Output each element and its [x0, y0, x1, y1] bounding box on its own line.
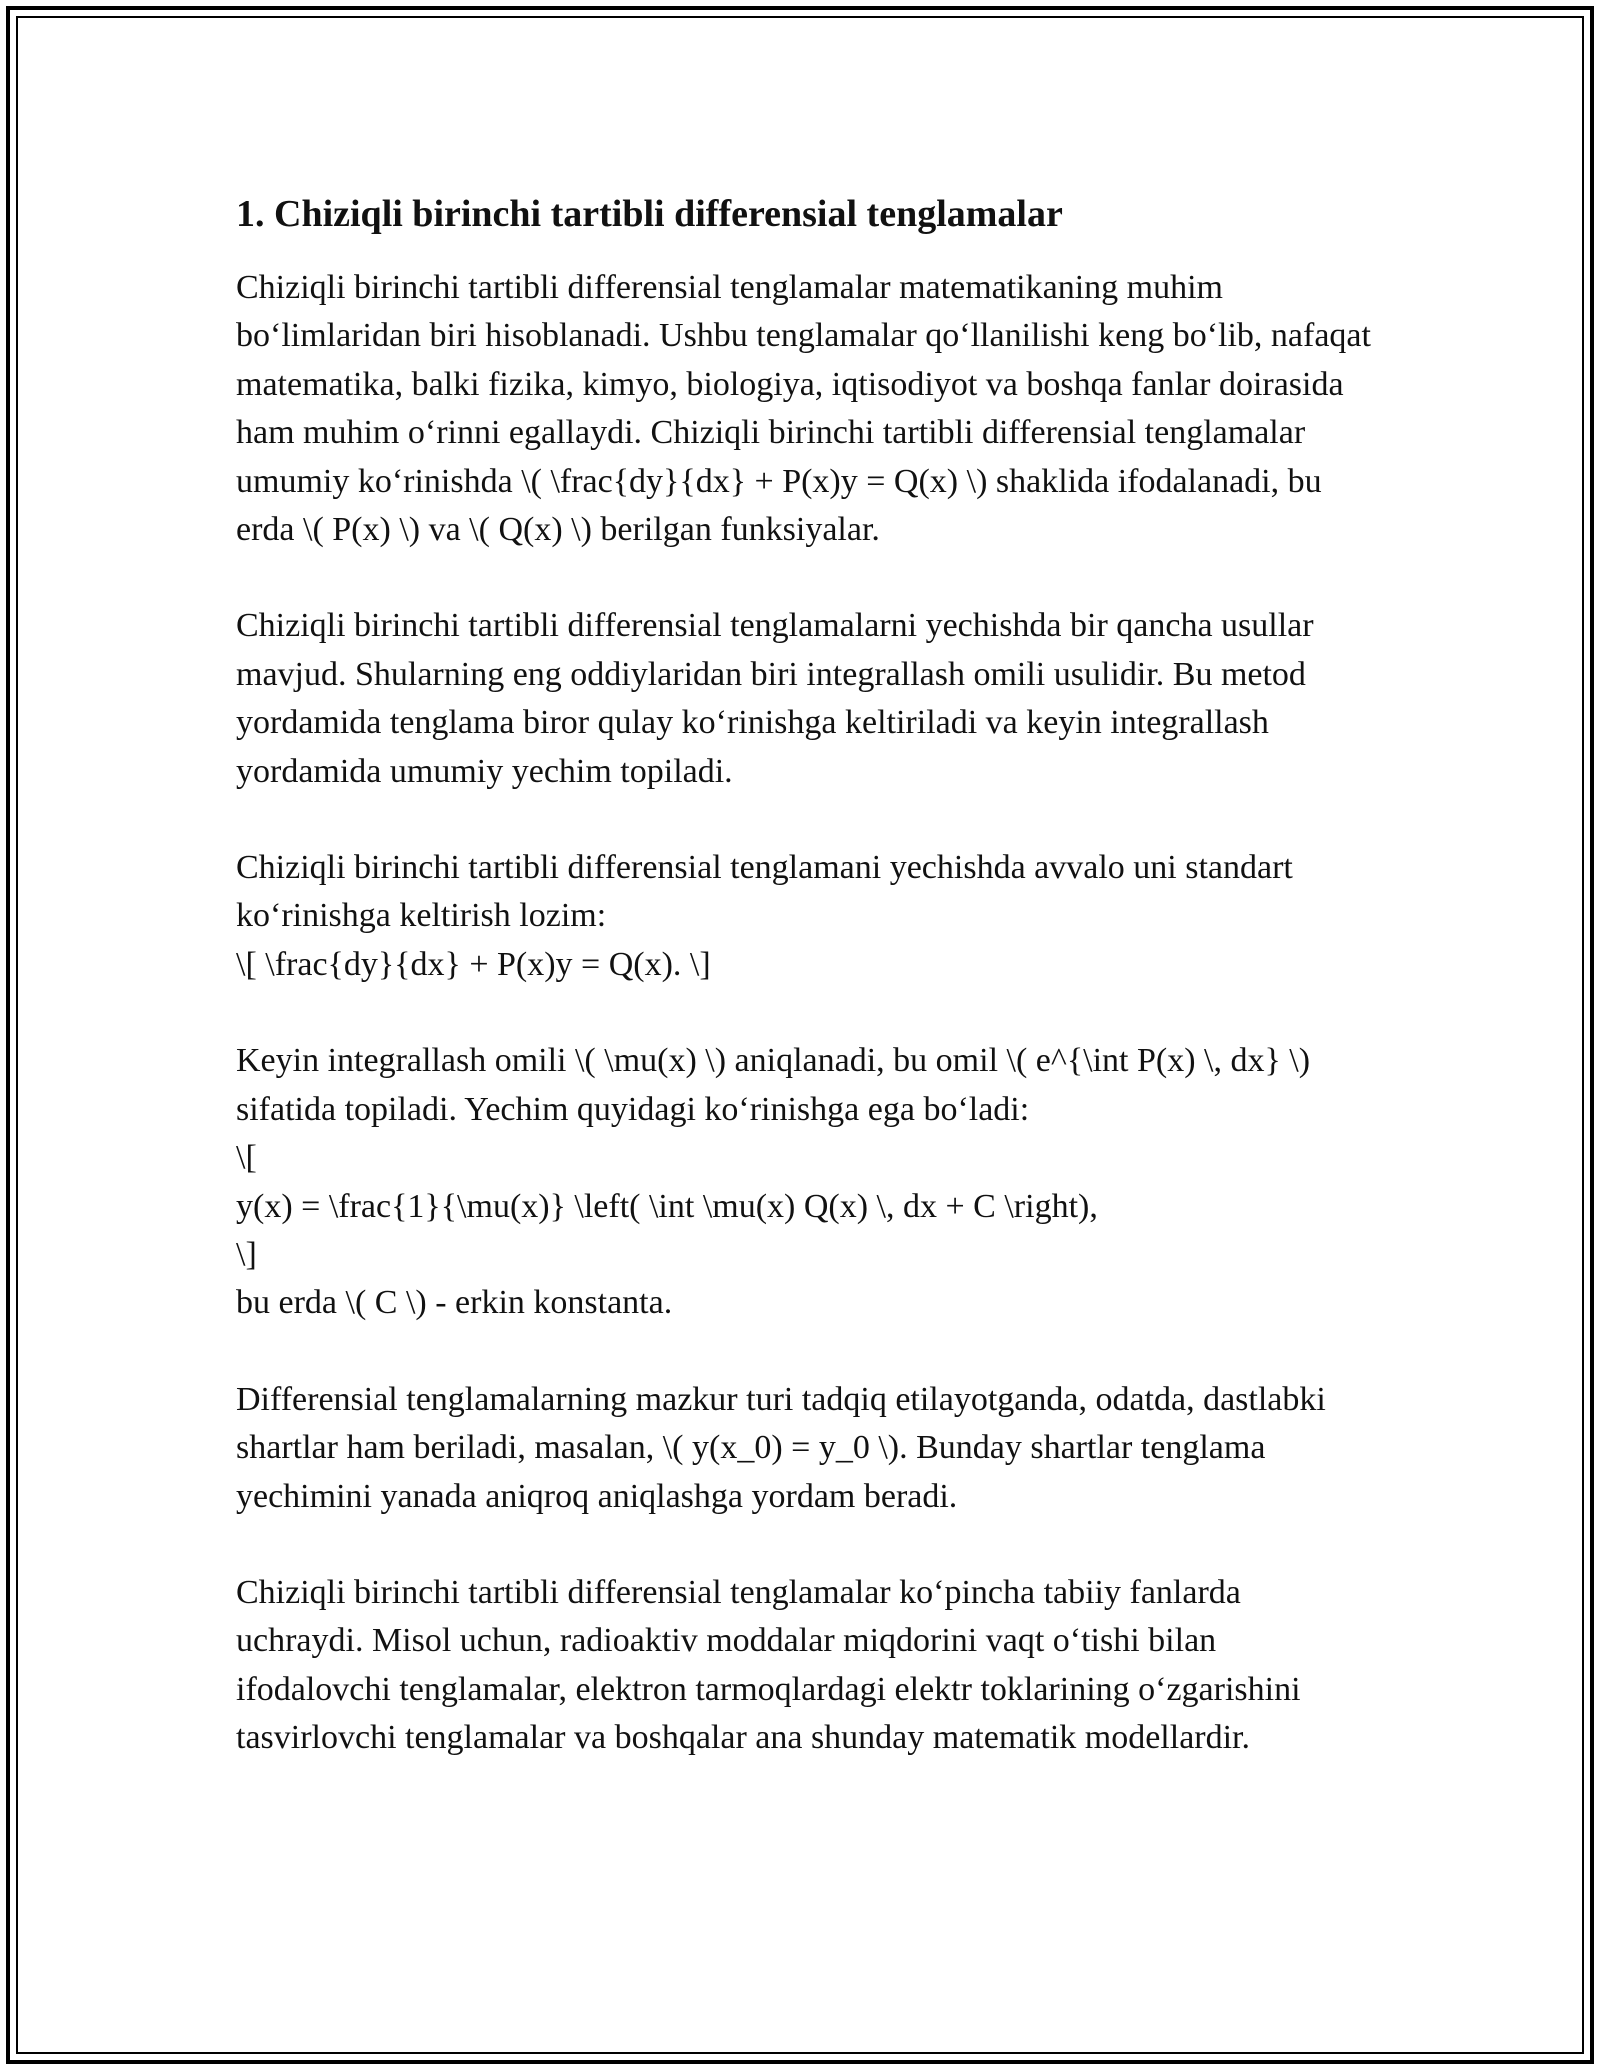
- paragraph-integrating-factor: Keyin integrallash omili \( \mu(x) \) aniqlanadi, bu omil \( e^{\int P(x) \, dx} \) sifatida topiladi. Yechim quyidagi ko‘rinishga ega bo‘ladi: \[ y(x) = \frac{1}{\mu(x)} \left( \int \mu(x) Q(x) \, dx + C \right), \] bu erda \( C \) - erkin konstanta.: [236, 1042, 1311, 1322]
- paragraph-methods: Chiziqli birinchi tartibli differensial tenglamalarni yechishda bir qancha usullar mavjud. Shularning eng oddiylaridan biri integrallash omili usulidir. Bu metod yordamida tenglama biror qulay ko‘rinishga keltiriladi va keyin integrallash yordamida umumiy yechim topiladi.: [236, 607, 1314, 790]
- section-heading: 1. Chiziqli birinchi tartibli differensial tenglamalar: [236, 193, 1063, 235]
- paragraph-applications: Chiziqli birinchi tartibli differensial tenglamalar ko‘pincha tabiiy fanlarda uchraydi. Misol uchun, radioaktiv moddalar miqdorini vaqt o‘tishi bilan ifodalovchi tenglamalar, elektron tarmoqlardagi elektr toklarining o‘zgarishini tasvirlovchi tenglamalar va boshqalar ana shunday matematik modellardir.: [236, 1573, 1301, 1757]
- paragraph-initial-conditions: Differensial tenglamalarning mazkur turi tadqiq etilayotganda, odatda, dastlabki shartlar ham beriladi, masalan, \( y(x_0) = y_0 \). Bunday shartlar tenglama yechimini yanada aniqroq aniqlashga yordam beradi.: [236, 1380, 1326, 1515]
- paragraph-standard-form: Chiziqli birinchi tartibli differensial tenglamani yechishda avvalo uni standart ko‘rinishga keltirish lozim: \[ \frac{dy}{dx} + P(x)y = Q(x). \]: [236, 849, 1293, 983]
- paragraph-intro: Chiziqli birinchi tartibli differensial tenglamalar matematikaning muhim bo‘limlaridan biri hisoblanadi. Ushbu tenglamalar qo‘llanilishi keng bo‘lib, nafaqat matematika, balki fizika, kimyo, biologiya, iqtisodiyot va boshqa fanlar doirasida ham muhim o‘rinni egallaydi. Chiziqli birinchi tartibli differensial tenglamalar umumiy ko‘rinishda \( \frac{dy}{dx} + P(x)y = Q(x) \) shaklida ifodalanadi, bu erda \( P(x) \) va \( Q(x) \) berilgan funksiyalar.: [236, 269, 1371, 549]
- document-body: [236, 186, 1376, 1763]
